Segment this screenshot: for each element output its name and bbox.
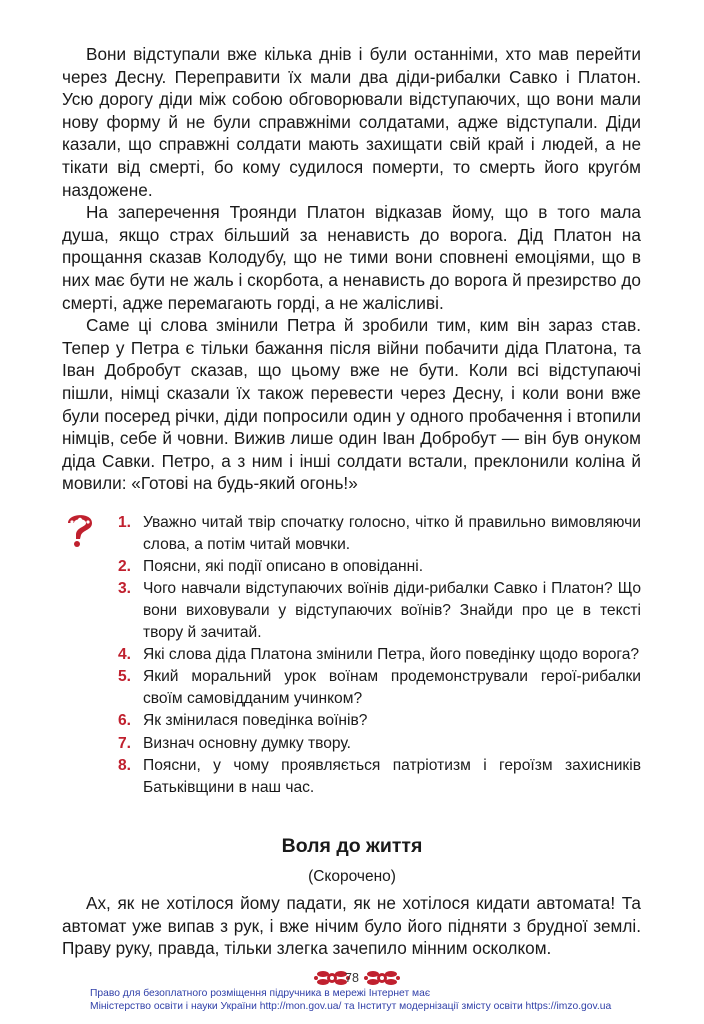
- question-number: 4.: [118, 645, 132, 663]
- question-item: [118, 710, 641, 732]
- story-paragraph: На заперечення Троянди Платон відказав йому, що в того мала душа, якщо страх більший за ненависть до ворога. Дід Платон на прощання сказав Колодубу, що не тими вони сповнені емоціями, що в них має бути не жаль і скорбота, а ненависть до ворога й презирство до смерті, адже перемагають горді, а не жалісливі.: [62, 202, 641, 313]
- section-title: Воля до життя: [281, 835, 423, 857]
- question-text: Чого навчали відступаючих воїнів діди-рибалки Савко і Платон? Що вони виховували у відступаючих воїнів? Знайди про це в тексті твору й зачитай.: [143, 580, 641, 641]
- question-item: [118, 578, 641, 643]
- question-text: Поясни, у чому проявляється патріотизм і героїзм захисників Батьківщини в наш час.: [143, 757, 641, 796]
- question-mark-flower-icon: [60, 508, 100, 548]
- question-item: [118, 512, 641, 555]
- question-number: 7.: [118, 734, 132, 752]
- story-text: [62, 43, 641, 495]
- footer-line: Міністерство освіти і науки України http://mon.gov.ua/ та Інститут модернізації змісту освіти https://imzo.gov.ua: [90, 1000, 612, 1012]
- footer-notice: [90, 988, 650, 1013]
- footer-line: Право для безоплатного розміщення підручника в мережі Інтернет має: [90, 988, 431, 999]
- story-paragraph: Вони відступали вже кілька днів і були останніми, хто мав перейти через Десну. Переправити їх мали два діди-рибалки Савко і Платон. Усю дорогу діди між собою обговорювали відступаючих, що вони мали нову форму й не були справжніми солдатами, адже відступали. Діди казали, що справжні солдати мають захищати свій край і людей, а не тікати від смерті, бо кому судилося померти, то смерть його кругóм наздожене.: [62, 44, 641, 200]
- section-paragraph: Ах, як не хотілося йому падати, як не хотілося кидати автомата! Та автомат уже випав з рук, і вже нічим було його підняти з брудної землі. Праву руку, правда, тільки злегка зачепило мінним осколком.: [62, 893, 641, 959]
- question-number: 5.: [118, 668, 132, 686]
- question-number: 3.: [118, 580, 132, 598]
- question-number: 8.: [118, 757, 132, 775]
- page-number: 78: [345, 971, 359, 985]
- question-text: Які слова діда Платона змінили Петра, його поведінку щодо ворога?: [143, 645, 640, 663]
- story-paragraph: Саме ці слова змінили Петра й зробили тим, ким він зараз став. Тепер у Петра є тільки бажання після війни побачити діда Платона, та Іван Добробут сказав, що цьому вже не бути. Коли всі відступаючі пішли, німці сказали їх також перевести через Десну, і коли вони вже були посеред річки, діди попросили один у одного пробачення і втопили німців, себе й човни. Вижив лише один Іван Добробут — він був онуком діда Савки. Петро, а з ним і інші солдати встали, преклонили коліна й мовили: «Готові на будь-який огонь!»: [62, 315, 641, 494]
- question-item: [118, 755, 641, 798]
- question-number: 6.: [118, 712, 132, 730]
- questions-list: [118, 512, 641, 799]
- question-item: [118, 644, 641, 666]
- question-text: Уважно читай твір спочатку голосно, чітко й правильно вимовляючи слова, а потім читай мовчки.: [143, 514, 641, 553]
- section-text: [62, 892, 641, 960]
- question-item: [118, 556, 641, 578]
- floral-ornament-icon: [363, 966, 401, 990]
- question-item: [118, 733, 641, 755]
- section-subtitle: (Скорочено): [308, 868, 396, 885]
- question-text: Визнач основну думку твору.: [143, 734, 351, 752]
- question-text: Який моральний урок воїнам продемонстрували герої-рибалки своїм самовідданим учинком?: [143, 668, 641, 707]
- question-item: [118, 666, 641, 709]
- question-number: 2.: [118, 557, 132, 575]
- question-text: Поясни, які події описано в оповіданні.: [143, 557, 424, 575]
- question-number: 1.: [118, 514, 132, 531]
- question-text: Як змінилася поведінка воїнів?: [143, 712, 368, 730]
